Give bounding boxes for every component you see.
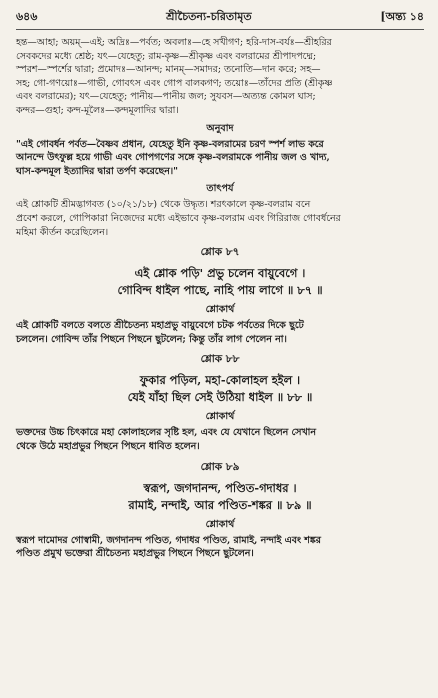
verse-89-line: স্বরূপ, জগদানন্দ, পণ্ডিত-গদাধর । bbox=[143, 480, 297, 495]
verse-89-meaning-line: পণ্ডিত প্রমুখ ভক্তেরা শ্রীচৈতন্য মহাপ্রভুর পিছনে পিছনে ছুটলেন। bbox=[16, 548, 254, 560]
translation-line: ঘাস-কন্দমূল ইত্যাদির দ্বারা তর্পণ করেছেন।" bbox=[16, 165, 179, 177]
word-meaning-line: হন্ত—আহা; অয়ম্—এই; অদ্রিঃ—পর্বত; অবলাঃ—হে সখীগণ; হরি-দাস-বর্যঃ—শ্রীহরির bbox=[16, 37, 332, 48]
purport-line: মহিমা কীর্তন করেছিলেন। bbox=[16, 226, 109, 238]
verse-88-line: ফুকার পড়িল, মহা-কোলাহল হইল । bbox=[139, 373, 301, 388]
running-header bbox=[16, 8, 424, 30]
word-meaning-line: সেবকদের মধ্যে শ্রেষ্ঠ; যৎ—যেহেতু; রাম-কৃষ্ণ—শ্রীকৃষ্ণ এবং বলরামের শ্রীপাদপদ্মে; bbox=[16, 50, 317, 62]
verse-87-line: এই শ্লোক পড়ি' প্রভু চলেন বায়ুবেগে । bbox=[134, 266, 306, 281]
translation-block bbox=[16, 138, 424, 179]
verse-89-meaning-line: স্বরূপ দামোদর গোস্বামী, জগদানন্দ পণ্ডিত, গদাধর পণ্ডিত, রামাই, নন্দাই এবং শঙ্কর bbox=[16, 534, 321, 546]
verse-88-meaning-line: থেকে উঠে মহাপ্রভুর পিছনে পিছনে ধাবিত হলেন। bbox=[16, 440, 200, 452]
word-meaning-line: স্পরশ—স্পর্শের দ্বারা; প্রমোদঃ—আনন্দ; মানম্—সমাদর; তনোতি—দান করে; সহ— bbox=[16, 64, 321, 76]
translation-line: "এই গোবর্ধন পর্বত—বৈষ্ণব প্রধান, যেহেতু ইনি কৃষ্ণ-বলরামের চরণ স্পর্শ লাভ করে bbox=[16, 138, 324, 150]
verse-87-meaning-line: এই শ্লোকটি বলতে বলতে শ্রীচৈতন্য মহাপ্রভু বায়ুবেগে চটক পর্বতের দিকে ছুটে bbox=[16, 320, 304, 332]
page-number: ৬৪৬ bbox=[16, 10, 38, 23]
translation-heading: অনুবাদ bbox=[206, 122, 234, 134]
chapter-section: [অন্ত্য ১৪ bbox=[380, 10, 424, 23]
purport-heading: তাৎপর্য bbox=[206, 183, 234, 195]
word-meaning-line: সহ; গো-গণয়োঃ—গাভী, গোবৎস এবং গোপ বালকগণ; তয়োঃ—তাঁদের প্রতি (শ্রীকৃষ্ণ bbox=[16, 77, 333, 89]
word-meaning-line: এবং বলরামের); যৎ—যেহেতু; পানীয়—পানীয় জল; সুযবস—অত্যন্ত কোমল ঘাস; bbox=[16, 91, 316, 103]
word-meaning-block bbox=[16, 36, 424, 118]
verse-89-meaning-heading: শ্লোকার্থ bbox=[205, 518, 235, 530]
verse-87-meaning-line: চললেন। গোবিন্দ তাঁর পিছনে পিছনে ছুটলেন; কিন্তু তাঁর লাগ পেলেন না। bbox=[16, 333, 287, 345]
verse-87-line: গোবিন্দ ধাইল পাছে, নাহি পায় লাগে ॥ ৮৭ ॥ bbox=[117, 283, 323, 298]
purport-line: প্রবেশ করলে, গোপিকারা নিজেদের মধ্যে এইভাবে কৃষ্ণ-বলরাম এবং গিরিরাজ গোবর্ধনের bbox=[16, 212, 341, 224]
book-title: শ্রীচৈতন্য-চরিতামৃত bbox=[166, 10, 252, 23]
purport-line: এই শ্লোকটি শ্রীমদ্ভাগবত (১০/২১/১৮) থেকে উদ্ধৃত। শরৎকালে কৃষ্ণ-বলরাম বনে bbox=[16, 199, 311, 211]
verse-88-heading: শ্লোক ৮৮ bbox=[200, 353, 240, 366]
verse-88-line: যেই যাঁহা ছিল সেই উঠিয়া ধাইল ॥ ৮৮ ॥ bbox=[127, 390, 313, 405]
verse-89-heading: শ্লোক ৮৯ bbox=[200, 460, 240, 473]
purport-block bbox=[16, 198, 424, 239]
word-meaning-line: কন্দর—গুহা; কন্দ-মূলৈঃ—কন্দমূলাদির দ্বারা। bbox=[16, 104, 179, 116]
verse-89-line: রামাই, নন্দাই, আর পণ্ডিত-শঙ্কর ॥ ৮৯ ॥ bbox=[128, 497, 312, 512]
verse-88-meaning-line: ভক্তদের উচ্চ চিৎকারে মহা কোলাহলের সৃষ্টি হল, এবং যে যেখানে ছিলেন সেখান bbox=[16, 427, 316, 439]
verse-88-meaning-heading: শ্লোকার্থ bbox=[205, 411, 235, 423]
verse-87-heading: শ্লোক ৮৭ bbox=[200, 246, 240, 259]
translation-line: আনন্দে উৎফুল্ল হয়ে গাভী এবং গোপগণের সঙ্গে কৃষ্ণ-বলরামকে পানীয় জল ও খাদ্য, bbox=[16, 152, 330, 164]
verse-87-meaning-heading: শ্লোকার্থ bbox=[205, 304, 235, 316]
